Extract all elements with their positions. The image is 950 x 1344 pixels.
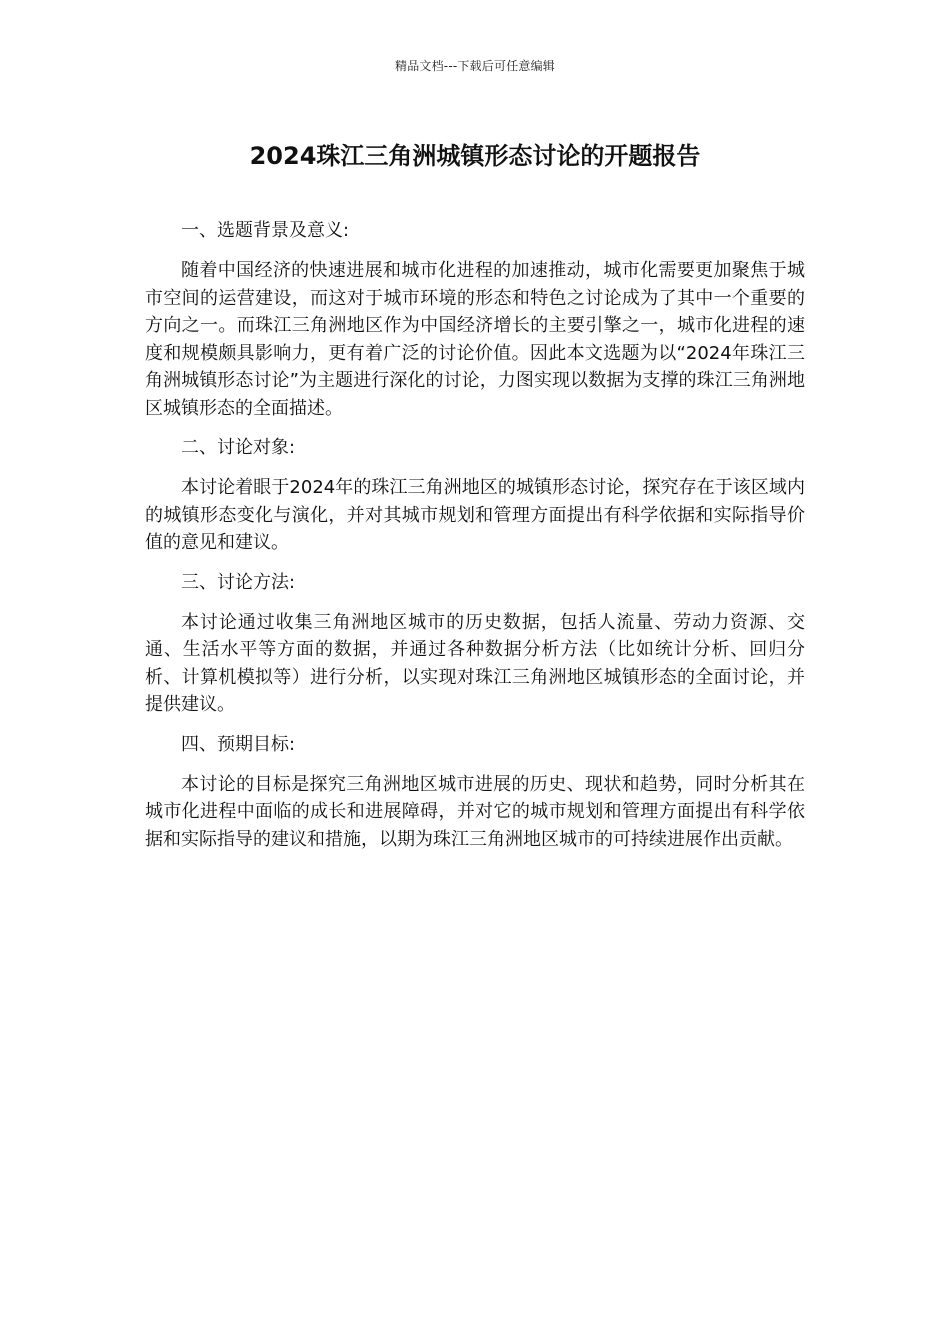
section-heading-background: 一、选题背景及意义: bbox=[181, 220, 350, 241]
section-heading-object: 二、讨论对象: bbox=[181, 437, 296, 458]
section-body-object: 本讨论着眼于2024年的珠江三角洲地区的城镇形态讨论，探究存在于该区域内的城镇形态变化与演化，并对其城市规划和管理方面提出有科学依据和实际指导价值的意见和建议。 bbox=[145, 477, 805, 553]
section-heading-method: 三、讨论方法: bbox=[181, 571, 296, 593]
section-body-background: 随着中国经济的快速进展和城市化进程的加速推动，城市化需要更加聚焦于城市空间的运营建设，而这对于城市环境的形态和特色之讨论成为了其中一个重要的方向之一。而珠江三角洲地区作为中国经济增长的主要引擎之一，城市化进程的速度和规模颇具影响力，更有着广泛的讨论价值。因此本文选题为以“2024年珠江三角洲城镇形态讨论”为主题进行深化的讨论，力图实现以数据为支撑的珠江三角洲地区城镇形态的全面描述。 bbox=[145, 260, 805, 419]
document-body bbox=[145, 215, 805, 863]
section-body-method: 本讨论通过收集三角洲地区城市的历史数据，包括人流量、劳动力资源、交通、生活水平等方面的数据，并通过各种数据分析方法（比如统计分析、回归分析、计算机模拟等）进行分析，以实现对珠江三角洲地区城镇形态的全面讨论，并提供建议。 bbox=[145, 611, 805, 715]
section-body-goals: 本讨论的目标是探究三角洲地区城市进展的历史、现状和趋势，同时分析其在城市化进程中面临的成长和进展障碍，并对它的城市规划和管理方面提出有科学依据和实际指导的建议和措施，以期为珠江三角洲地区城市的可持续进展作出贡献。 bbox=[145, 773, 805, 850]
section-heading-goals: 四、预期目标: bbox=[181, 733, 296, 755]
header-note: 精品文档---下载后可任意编辑 bbox=[395, 59, 555, 73]
document-title: 2024珠江三角洲城镇形态讨论的开题报告 bbox=[249, 142, 701, 170]
